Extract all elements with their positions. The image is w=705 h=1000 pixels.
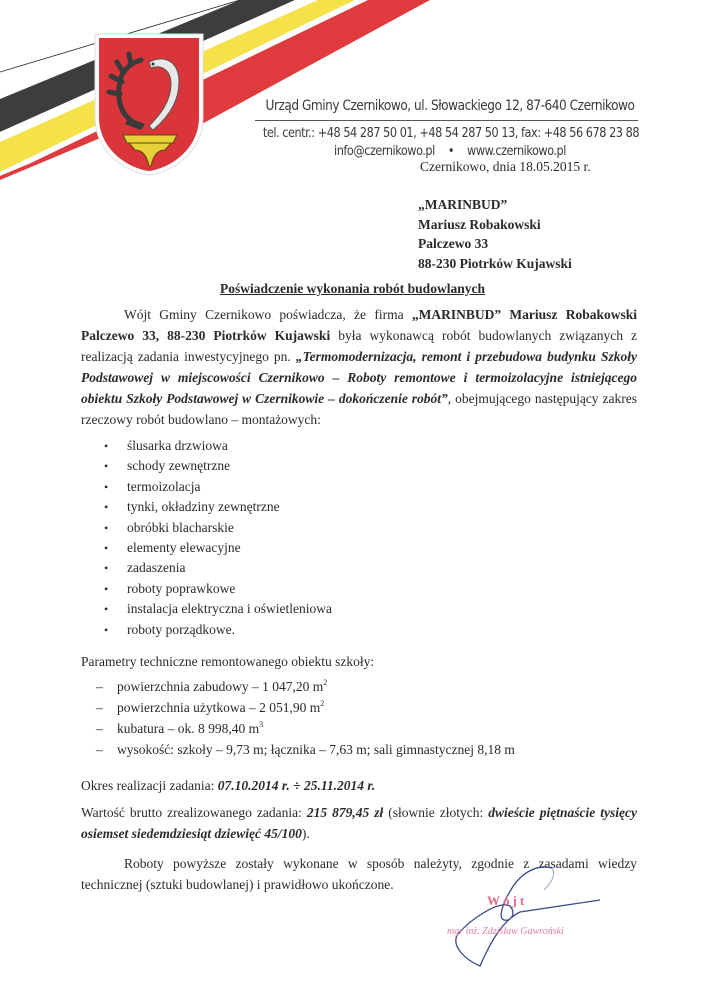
bullet-icon: • — [104, 439, 109, 453]
letter-date: Czernikowo, dnia 18.05.2015 r. — [420, 159, 591, 174]
intro-paragraph — [81, 304, 637, 430]
stamp-name: mgr inż. Zdzisław Gawroński — [447, 926, 564, 937]
contractor-name: „MARINBUD” Mariusz Robakowski Palczewo 33, 88-230 Piotrków Kujawski — [81, 307, 637, 343]
dash-icon: – — [96, 700, 103, 715]
dash-icon: – — [96, 721, 103, 736]
bullet-icon: • — [104, 561, 109, 576]
office-address: Urząd Gminy Czernikowo, ul. Słowackiego 12, 87-640 Czernikowo — [265, 98, 635, 114]
office-web-contact — [264, 143, 636, 159]
list-item: • roboty poprawkowe — [104, 579, 332, 599]
list-item: – kubatura – ok. 8 998,40 $m^3$ — [96, 718, 515, 739]
intro-text-2: była wykonawcą robót budowlanych związanych z realizacją zadania inwestycyjnego pn. — [81, 328, 637, 364]
recipient-name: Mariusz Robakowski — [418, 216, 541, 232]
value-words-label: (słownie złotych: — [383, 805, 489, 820]
list-item: • zadaszenia — [104, 558, 332, 578]
signature-scribble-icon — [440, 860, 610, 970]
list-item: • schody zewnętrzne — [104, 456, 332, 476]
project-name: „Termomodernizacja, remont i przebudowa budynku Szkoły Podstawowej w miejscowości Czernikowo – Roboty remontowe i termoizolacyjne istniejącego obiektu Szkoły Podstawowej w Czernikowie – dokończenie robót” — [81, 349, 638, 406]
params-list — [96, 676, 515, 760]
bullet-icon: • — [104, 520, 109, 535]
list-item: – powierzchnia użytkowa – 2 051,90 $m^2$ — [96, 697, 515, 718]
bullet-icon: • — [104, 602, 109, 617]
list-item: – powierzchnia zabudowy – 1 047,20 $m^2$ — [96, 676, 515, 697]
office-phone-fax: tel. centr.: +48 54 287 50 01, +48 54 287 50 13, fax: +48 56 678 23 88 — [262, 125, 640, 141]
list-item: – wysokość: szkoły – 9,73 m; łącznika – 7,63 m; sali gimnastycznej 8,18 m — [96, 739, 515, 760]
list-item: • termoizolacja — [104, 477, 332, 497]
office-email-link[interactable]: info@czernikowo.pl — [334, 143, 435, 159]
list-item: • instalacja elektryczna i oświetleniowa — [104, 599, 332, 619]
coat-of-arms-icon — [93, 32, 205, 177]
bullet-icon: • — [104, 500, 109, 515]
bullet-icon: • — [104, 622, 109, 637]
bullet-icon: • — [104, 581, 109, 596]
realization-period — [81, 778, 375, 794]
office-website-link[interactable]: www.czernikowo.pl — [467, 143, 566, 159]
period-value: 07.10.2014 r. ÷ 25.11.2014 r. — [217, 778, 376, 793]
recipient-block — [418, 195, 572, 273]
value-in-words: dwieście piętnaście tysięcy osiemset siedemdziesiąt dziewięć 45/100 — [81, 805, 637, 841]
list-item: • obróbki blacharskie — [104, 518, 332, 538]
bullet-icon: • — [104, 459, 109, 474]
contract-value — [81, 802, 637, 844]
letterhead-divider — [255, 120, 638, 121]
works-list — [104, 436, 332, 640]
recipient-street: Palczewo 33 — [418, 236, 489, 251]
stamp-title: Wójt — [487, 893, 528, 908]
value-end: ). — [301, 826, 310, 841]
list-item: • roboty porządkowe. — [104, 620, 332, 640]
intro-text-3: , obejmującego następujący zakres rzeczowy robót budowlano – montażowych: — [81, 391, 637, 427]
recipient-city: 88-230 Piotrków Kujawski — [418, 255, 572, 271]
list-item: • ślusarka drzwiowa — [104, 436, 332, 456]
document-title: Poświadczenie wykonania robót budowlanych — [220, 281, 485, 296]
value-label: Wartość brutto zrealizowanego zadania: — [81, 805, 307, 820]
bullet-icon: • — [104, 479, 109, 494]
list-item: • elementy elewacyjne — [104, 538, 332, 558]
period-label: Okres realizacji zadania: — [81, 778, 218, 793]
intro-text-1: Wójt Gminy Czernikowo poświadcza, że firma — [124, 307, 412, 322]
list-item: • tynki, okładziny zewnętrzne — [104, 497, 332, 517]
value-amount: 215 879,45 zł — [306, 805, 384, 820]
dash-icon: – — [96, 679, 103, 694]
bullet-icon: • — [104, 541, 109, 556]
params-heading: Parametry techniczne remontowanego obiektu szkoły: — [81, 654, 375, 669]
separator-dot: • — [447, 143, 455, 159]
dash-icon: – — [96, 742, 103, 757]
recipient-company: „MARINBUD” — [418, 197, 508, 212]
closing-text: Roboty powyższe zostały wykonane w sposób należyty, zgodnie z zasadami wiedzy technicznej (sztuki budowlanej) i prawidłowo ukończone. — [81, 856, 637, 892]
